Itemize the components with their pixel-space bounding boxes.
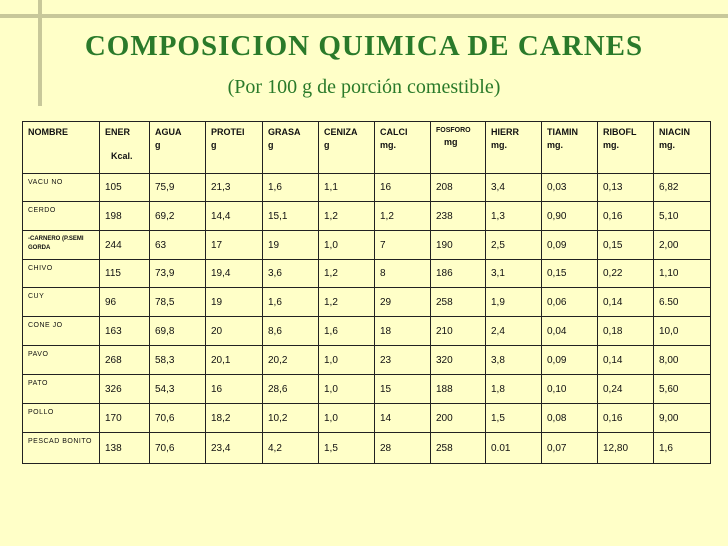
value-cell: 16 — [375, 174, 431, 202]
value-cell: 238 — [431, 202, 486, 231]
value-cell: 4,2 — [263, 433, 319, 464]
value-cell: 17 — [206, 231, 263, 260]
value-cell: 190 — [431, 231, 486, 260]
value-cell: 200 — [431, 404, 486, 433]
value-cell: 0,13 — [598, 174, 654, 202]
header-cell: FOSFORO mg — [431, 122, 486, 174]
value-cell: 5,10 — [654, 202, 711, 231]
value-cell: 6,82 — [654, 174, 711, 202]
value-cell: 18,2 — [206, 404, 263, 433]
value-cell: 0,90 — [542, 202, 598, 231]
food-name-cell: VACU NO — [23, 174, 100, 202]
value-cell: 0,14 — [598, 288, 654, 317]
value-cell: 1,0 — [319, 404, 375, 433]
value-cell: 320 — [431, 346, 486, 375]
value-cell: 1,5 — [486, 404, 542, 433]
header-cell: CENIZA g — [319, 122, 375, 174]
value-cell: 28,6 — [263, 375, 319, 404]
value-cell: 138 — [100, 433, 150, 464]
value-cell: 208 — [431, 174, 486, 202]
header-cell: AGUA g — [150, 122, 206, 174]
page-subtitle: (Por 100 g de porción comestible) — [227, 76, 501, 98]
value-cell: 0,18 — [598, 317, 654, 346]
value-cell: 15,1 — [263, 202, 319, 231]
value-cell: 1,6 — [319, 317, 375, 346]
food-name-cell: CERDO — [23, 202, 100, 231]
value-cell: 16 — [206, 375, 263, 404]
value-cell: 2,00 — [654, 231, 711, 260]
food-name-cell: -CARNERO (P.SEMI GORDA — [23, 231, 100, 260]
value-cell: 1,0 — [319, 231, 375, 260]
table-row — [23, 231, 711, 260]
value-cell: 0,06 — [542, 288, 598, 317]
value-cell: 0.01 — [486, 433, 542, 464]
value-cell: 96 — [100, 288, 150, 317]
food-name-cell: CHIVO — [23, 260, 100, 288]
value-cell: 1,9 — [486, 288, 542, 317]
decorative-line — [0, 14, 728, 18]
value-cell: 73,9 — [150, 260, 206, 288]
header-cell: NOMBRE — [23, 122, 100, 174]
table-row — [23, 317, 711, 346]
value-cell: 0,03 — [542, 174, 598, 202]
value-cell: 0,15 — [598, 231, 654, 260]
value-cell: 15 — [375, 375, 431, 404]
value-cell: 170 — [100, 404, 150, 433]
food-name-cell: CONE JO — [23, 317, 100, 346]
value-cell: 8,00 — [654, 346, 711, 375]
composition-table — [22, 121, 711, 464]
value-cell: 1,3 — [486, 202, 542, 231]
header-cell: ENER Kcal. — [100, 122, 150, 174]
value-cell: 0,24 — [598, 375, 654, 404]
value-cell: 14 — [375, 404, 431, 433]
value-cell: 5,60 — [654, 375, 711, 404]
table-row — [23, 202, 711, 231]
food-name-cell: POLLO — [23, 404, 100, 433]
table-row — [23, 404, 711, 433]
value-cell: 0,09 — [542, 231, 598, 260]
value-cell: 210 — [431, 317, 486, 346]
value-cell: 1,5 — [319, 433, 375, 464]
food-name-cell: CUY — [23, 288, 100, 317]
value-cell: 326 — [100, 375, 150, 404]
value-cell: 1,2 — [319, 202, 375, 231]
table-row — [23, 375, 711, 404]
value-cell: 1,0 — [319, 346, 375, 375]
header-cell: HIERR mg. — [486, 122, 542, 174]
value-cell: 1,6 — [263, 174, 319, 202]
header-cell: CALCI mg. — [375, 122, 431, 174]
value-cell: 1,2 — [319, 260, 375, 288]
value-cell: 10,2 — [263, 404, 319, 433]
value-cell: 268 — [100, 346, 150, 375]
value-cell: 54,3 — [150, 375, 206, 404]
food-name-cell: PESCAD BONITO — [23, 433, 100, 464]
food-name-cell: PAVO — [23, 346, 100, 375]
table-row — [23, 346, 711, 375]
value-cell: 20,1 — [206, 346, 263, 375]
value-cell: 1,10 — [654, 260, 711, 288]
value-cell: 23,4 — [206, 433, 263, 464]
value-cell: 3,4 — [486, 174, 542, 202]
value-cell: 19,4 — [206, 260, 263, 288]
value-cell: 0,22 — [598, 260, 654, 288]
value-cell: 1,2 — [319, 288, 375, 317]
value-cell: 69,8 — [150, 317, 206, 346]
value-cell: 198 — [100, 202, 150, 231]
value-cell: 23 — [375, 346, 431, 375]
value-cell: 12,80 — [598, 433, 654, 464]
value-cell: 105 — [100, 174, 150, 202]
header-cell: NIACIN mg. — [654, 122, 711, 174]
value-cell: 0,14 — [598, 346, 654, 375]
table-row — [23, 174, 711, 202]
value-cell: 3,6 — [263, 260, 319, 288]
value-cell: 0,16 — [598, 404, 654, 433]
value-cell: 19 — [263, 231, 319, 260]
value-cell: 1,8 — [486, 375, 542, 404]
value-cell: 10,0 — [654, 317, 711, 346]
table-header-row — [23, 122, 711, 174]
value-cell: 78,5 — [150, 288, 206, 317]
table-row — [23, 260, 711, 288]
value-cell: 2,5 — [486, 231, 542, 260]
value-cell: 0,09 — [542, 346, 598, 375]
value-cell: 2,4 — [486, 317, 542, 346]
value-cell: 70,6 — [150, 433, 206, 464]
value-cell: 21,3 — [206, 174, 263, 202]
table-row — [23, 433, 711, 464]
value-cell: 8 — [375, 260, 431, 288]
value-cell: 7 — [375, 231, 431, 260]
value-cell: 8,6 — [263, 317, 319, 346]
value-cell: 6.50 — [654, 288, 711, 317]
value-cell: 63 — [150, 231, 206, 260]
header-cell: PROTEI g — [206, 122, 263, 174]
value-cell: 20,2 — [263, 346, 319, 375]
value-cell: 1,2 — [375, 202, 431, 231]
header-cell: RIBOFL mg. — [598, 122, 654, 174]
value-cell: 19 — [206, 288, 263, 317]
value-cell: 3,8 — [486, 346, 542, 375]
table-row — [23, 288, 711, 317]
header-cell: TIAMIN mg. — [542, 122, 598, 174]
value-cell: 258 — [431, 433, 486, 464]
value-cell: 75,9 — [150, 174, 206, 202]
value-cell: 18 — [375, 317, 431, 346]
value-cell: 0,04 — [542, 317, 598, 346]
value-cell: 69,2 — [150, 202, 206, 231]
value-cell: 244 — [100, 231, 150, 260]
value-cell: 0,15 — [542, 260, 598, 288]
value-cell: 29 — [375, 288, 431, 317]
value-cell: 58,3 — [150, 346, 206, 375]
value-cell: 188 — [431, 375, 486, 404]
value-cell: 20 — [206, 317, 263, 346]
value-cell: 163 — [100, 317, 150, 346]
value-cell: 3,1 — [486, 260, 542, 288]
value-cell: 1,0 — [319, 375, 375, 404]
value-cell: 186 — [431, 260, 486, 288]
food-name-cell: PATO — [23, 375, 100, 404]
value-cell: 115 — [100, 260, 150, 288]
value-cell: 258 — [431, 288, 486, 317]
value-cell: 28 — [375, 433, 431, 464]
page-title: COMPOSICION QUIMICA DE CARNES — [84, 30, 644, 62]
value-cell: 70,6 — [150, 404, 206, 433]
value-cell: 0,08 — [542, 404, 598, 433]
value-cell: 0,10 — [542, 375, 598, 404]
value-cell: 1,6 — [263, 288, 319, 317]
value-cell: 0,16 — [598, 202, 654, 231]
value-cell: 9,00 — [654, 404, 711, 433]
value-cell: 14,4 — [206, 202, 263, 231]
header-cell: GRASA g — [263, 122, 319, 174]
value-cell: 1,6 — [654, 433, 711, 464]
value-cell: 0,07 — [542, 433, 598, 464]
value-cell: 1,1 — [319, 174, 375, 202]
